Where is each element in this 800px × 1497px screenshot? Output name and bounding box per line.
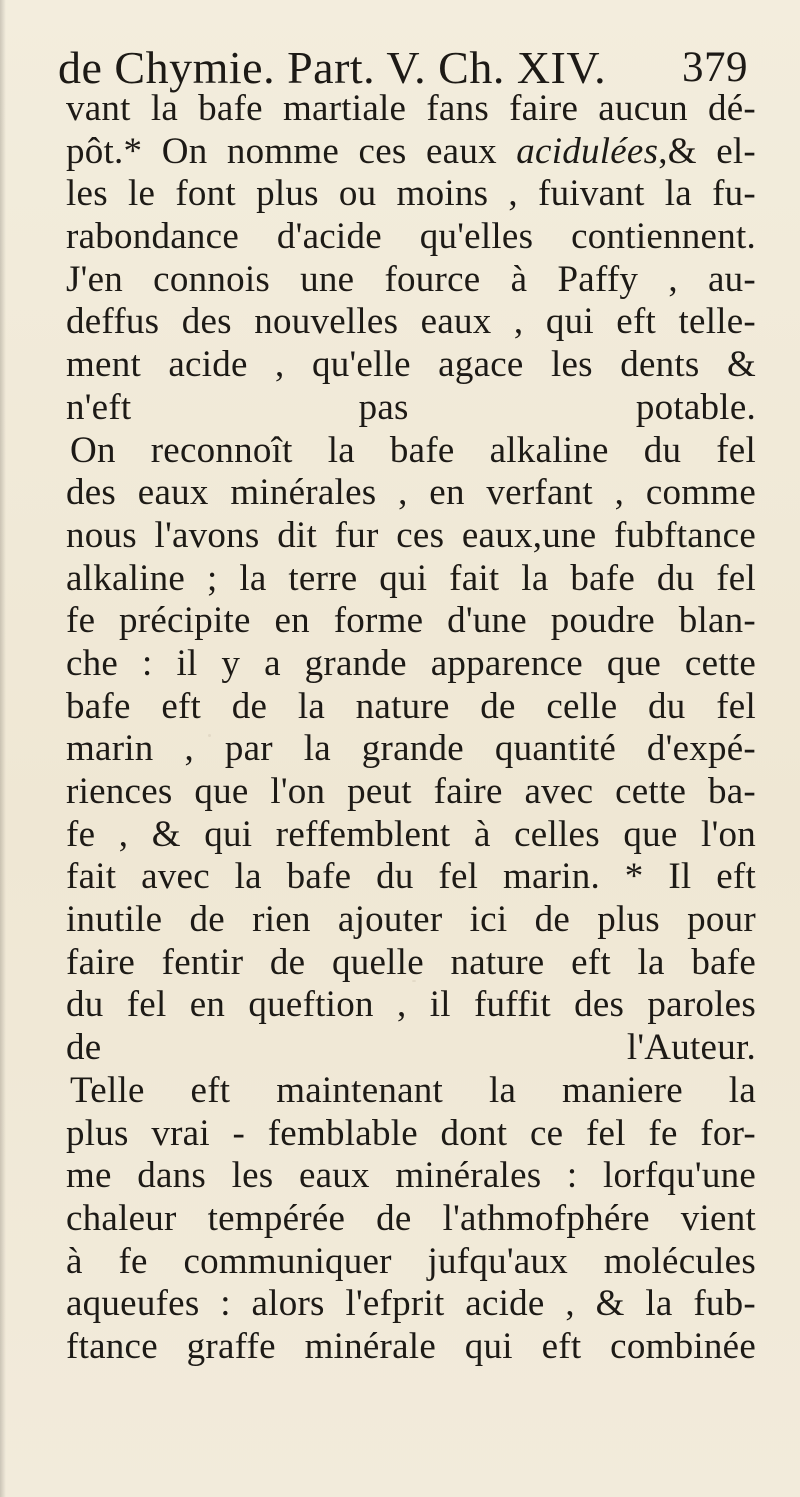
text-line: me dans les eaux minérales : lorfqu'une xyxy=(66,1155,756,1197)
text-line: marin , par la grande quantité d'expé- xyxy=(66,728,756,770)
text-line: alkaline ; la terre qui fait la bafe du fel xyxy=(66,557,756,599)
page-body-text xyxy=(66,88,756,1478)
page-number: 379 xyxy=(682,44,748,91)
text-line: chaleur tempérée de l'athmofphére vient xyxy=(66,1197,756,1239)
text-line: ftance graffe minérale qui eft combinée xyxy=(66,1325,756,1367)
text-line: ment acide , qu'elle agace les dents & xyxy=(66,344,756,386)
running-head-title: de Chymie. Part. V. Ch. XIV. xyxy=(58,42,607,93)
text-line: inutile de rien ajouter ici de plus pour xyxy=(66,899,756,941)
text-line: deffus des nouvelles eaux , qui eft telle- xyxy=(66,301,756,343)
text-line xyxy=(66,131,756,174)
italic-term: acidulées xyxy=(516,130,659,172)
text-line: vant la bafe martiale fans faire aucun dé- xyxy=(66,88,756,129)
text-line: faire fentir de quelle nature eft la bafe xyxy=(66,941,756,983)
text-line: On reconnoît la bafe alkaline du fel xyxy=(70,429,756,471)
text-line: du fel en queftion , il fuffit des paroles xyxy=(66,984,756,1026)
text-line: bafe eft de la nature de celle du fel xyxy=(66,685,756,727)
text-line: nous l'avons dit fur ces eaux,une fubftance xyxy=(66,514,756,556)
text-line: à fe communiquer jufqu'aux molécules xyxy=(66,1240,756,1282)
text-line: fe précipite en forme d'une poudre blan- xyxy=(66,600,756,642)
text-line: Telle eft maintenant la maniere la xyxy=(70,1069,756,1111)
text-line: plus vrai - femblable dont ce fel fe for- xyxy=(66,1112,756,1154)
text-line: aqueufes : alors l'efprit acide , & la fub- xyxy=(66,1283,756,1325)
text-line: J'en connois une fource à Paffy , au- xyxy=(66,258,756,300)
text-line: des eaux minérales , en verfant , comme xyxy=(66,472,756,514)
text-line: fait avec la bafe du fel marin. * Il eft xyxy=(66,856,756,898)
text-line: fe , & qui reffemblent à celles que l'on xyxy=(66,813,756,855)
text-fragment: ,& el- xyxy=(658,130,756,172)
text-line: che : il y a grande apparence que cette xyxy=(66,642,756,684)
text-line: les le font plus ou moins , fuivant la fu- xyxy=(66,173,756,215)
text-line: riences que l'on peut faire avec cette ba- xyxy=(66,771,756,812)
text-fragment: pôt.* On nomme ces eaux xyxy=(66,130,517,172)
text-line: de l'Auteur. xyxy=(66,1027,756,1069)
text-line: rabondance d'acide qu'elles contiennent. xyxy=(66,216,756,258)
text-line: n'eft pas potable. xyxy=(66,386,756,428)
page-gutter-shadow xyxy=(0,0,6,1497)
